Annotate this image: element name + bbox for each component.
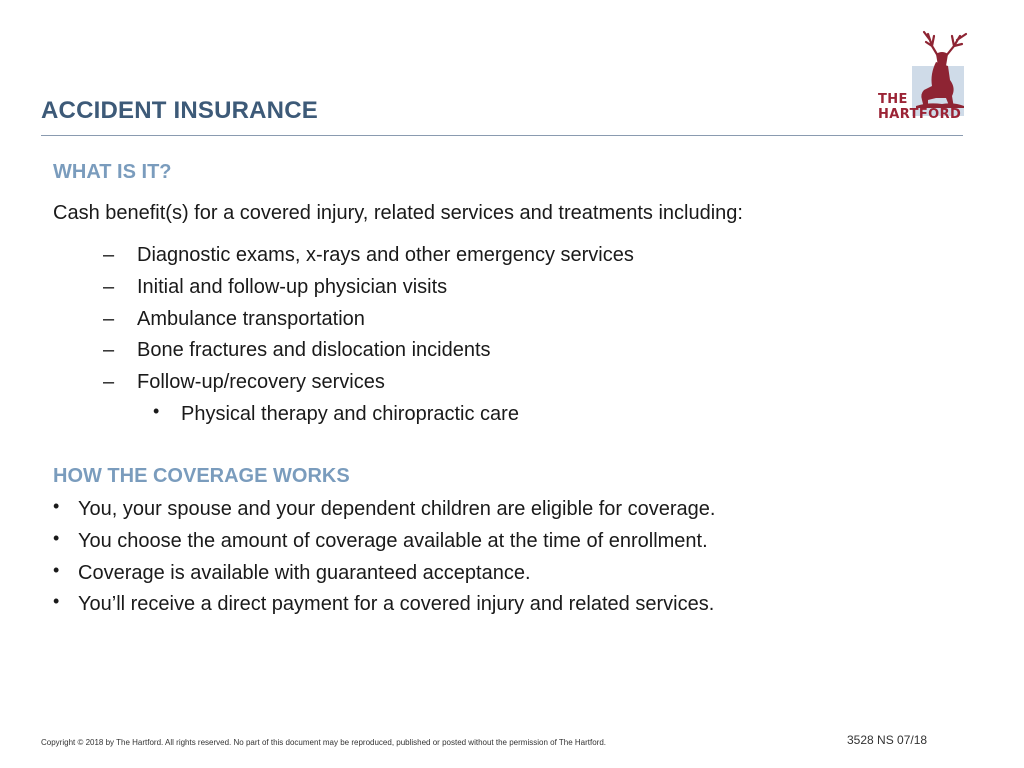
coverage-includes-list xyxy=(103,240,634,399)
title-divider xyxy=(41,135,963,136)
list-item-text: Diagnostic exams, x-rays and other emergency services xyxy=(137,244,634,266)
dash-icon: – xyxy=(103,371,115,394)
bullet-icon: • xyxy=(53,591,60,612)
list-item xyxy=(103,335,634,367)
list-item xyxy=(103,272,634,304)
how-it-works-list xyxy=(53,494,715,621)
recovery-sub-list xyxy=(153,399,519,429)
sub-list-item xyxy=(153,399,519,429)
copyright-notice: Copyright © 2018 by The Hartford. All rights reserved. No part of this document may be reproduced, published or posted without the permission of The Hartford. xyxy=(41,738,607,747)
list-item-text: Bone fractures and dislocation incidents xyxy=(137,339,491,362)
page-title: ACCIDENT INSURANCE xyxy=(41,97,318,124)
list-item-text: Initial and follow-up physician visits xyxy=(137,275,448,298)
section-heading-how-it-works: HOW THE COVERAGE WORKS xyxy=(53,465,350,487)
document-number: 3528 NS 07/18 xyxy=(847,733,928,747)
list-item xyxy=(53,494,715,526)
bullet-icon: • xyxy=(153,401,160,421)
list-item-text: You’ll receive a direct payment for a covered injury and related services. xyxy=(78,593,715,616)
list-item xyxy=(103,304,634,336)
logo-text-the: THE xyxy=(878,92,908,107)
list-item-text: You choose the amount of coverage available at the time of enrollment. xyxy=(78,529,708,552)
dash-icon: – xyxy=(103,275,115,298)
dash-icon: – xyxy=(103,307,115,330)
list-item xyxy=(53,589,715,621)
list-item-text: You, your spouse and your dependent children are eligible for coverage. xyxy=(78,498,716,520)
bullet-icon: • xyxy=(53,527,60,548)
dash-icon: – xyxy=(103,339,115,362)
logo-wordmark xyxy=(878,92,961,122)
bullet-icon: • xyxy=(53,496,60,516)
intro-text: Cash benefit(s) for a covered injury, related services and treatments including: xyxy=(53,202,743,224)
list-item-text: Ambulance transportation xyxy=(137,307,365,330)
list-item-text: Coverage is available with guaranteed acceptance. xyxy=(78,561,531,584)
section-heading-what-is-it: WHAT IS IT? xyxy=(53,161,172,183)
sub-list-item-text: Physical therapy and chiropractic care xyxy=(181,403,519,425)
list-item xyxy=(53,526,715,558)
bullet-icon: • xyxy=(53,559,60,580)
list-item-text: Follow-up/recovery services xyxy=(137,371,385,394)
logo-text-hartford: HARTFORD xyxy=(878,107,962,122)
list-item xyxy=(53,558,715,590)
hartford-logo xyxy=(872,28,972,128)
list-item xyxy=(103,367,634,399)
list-item xyxy=(103,240,634,272)
dash-icon: – xyxy=(103,244,115,266)
